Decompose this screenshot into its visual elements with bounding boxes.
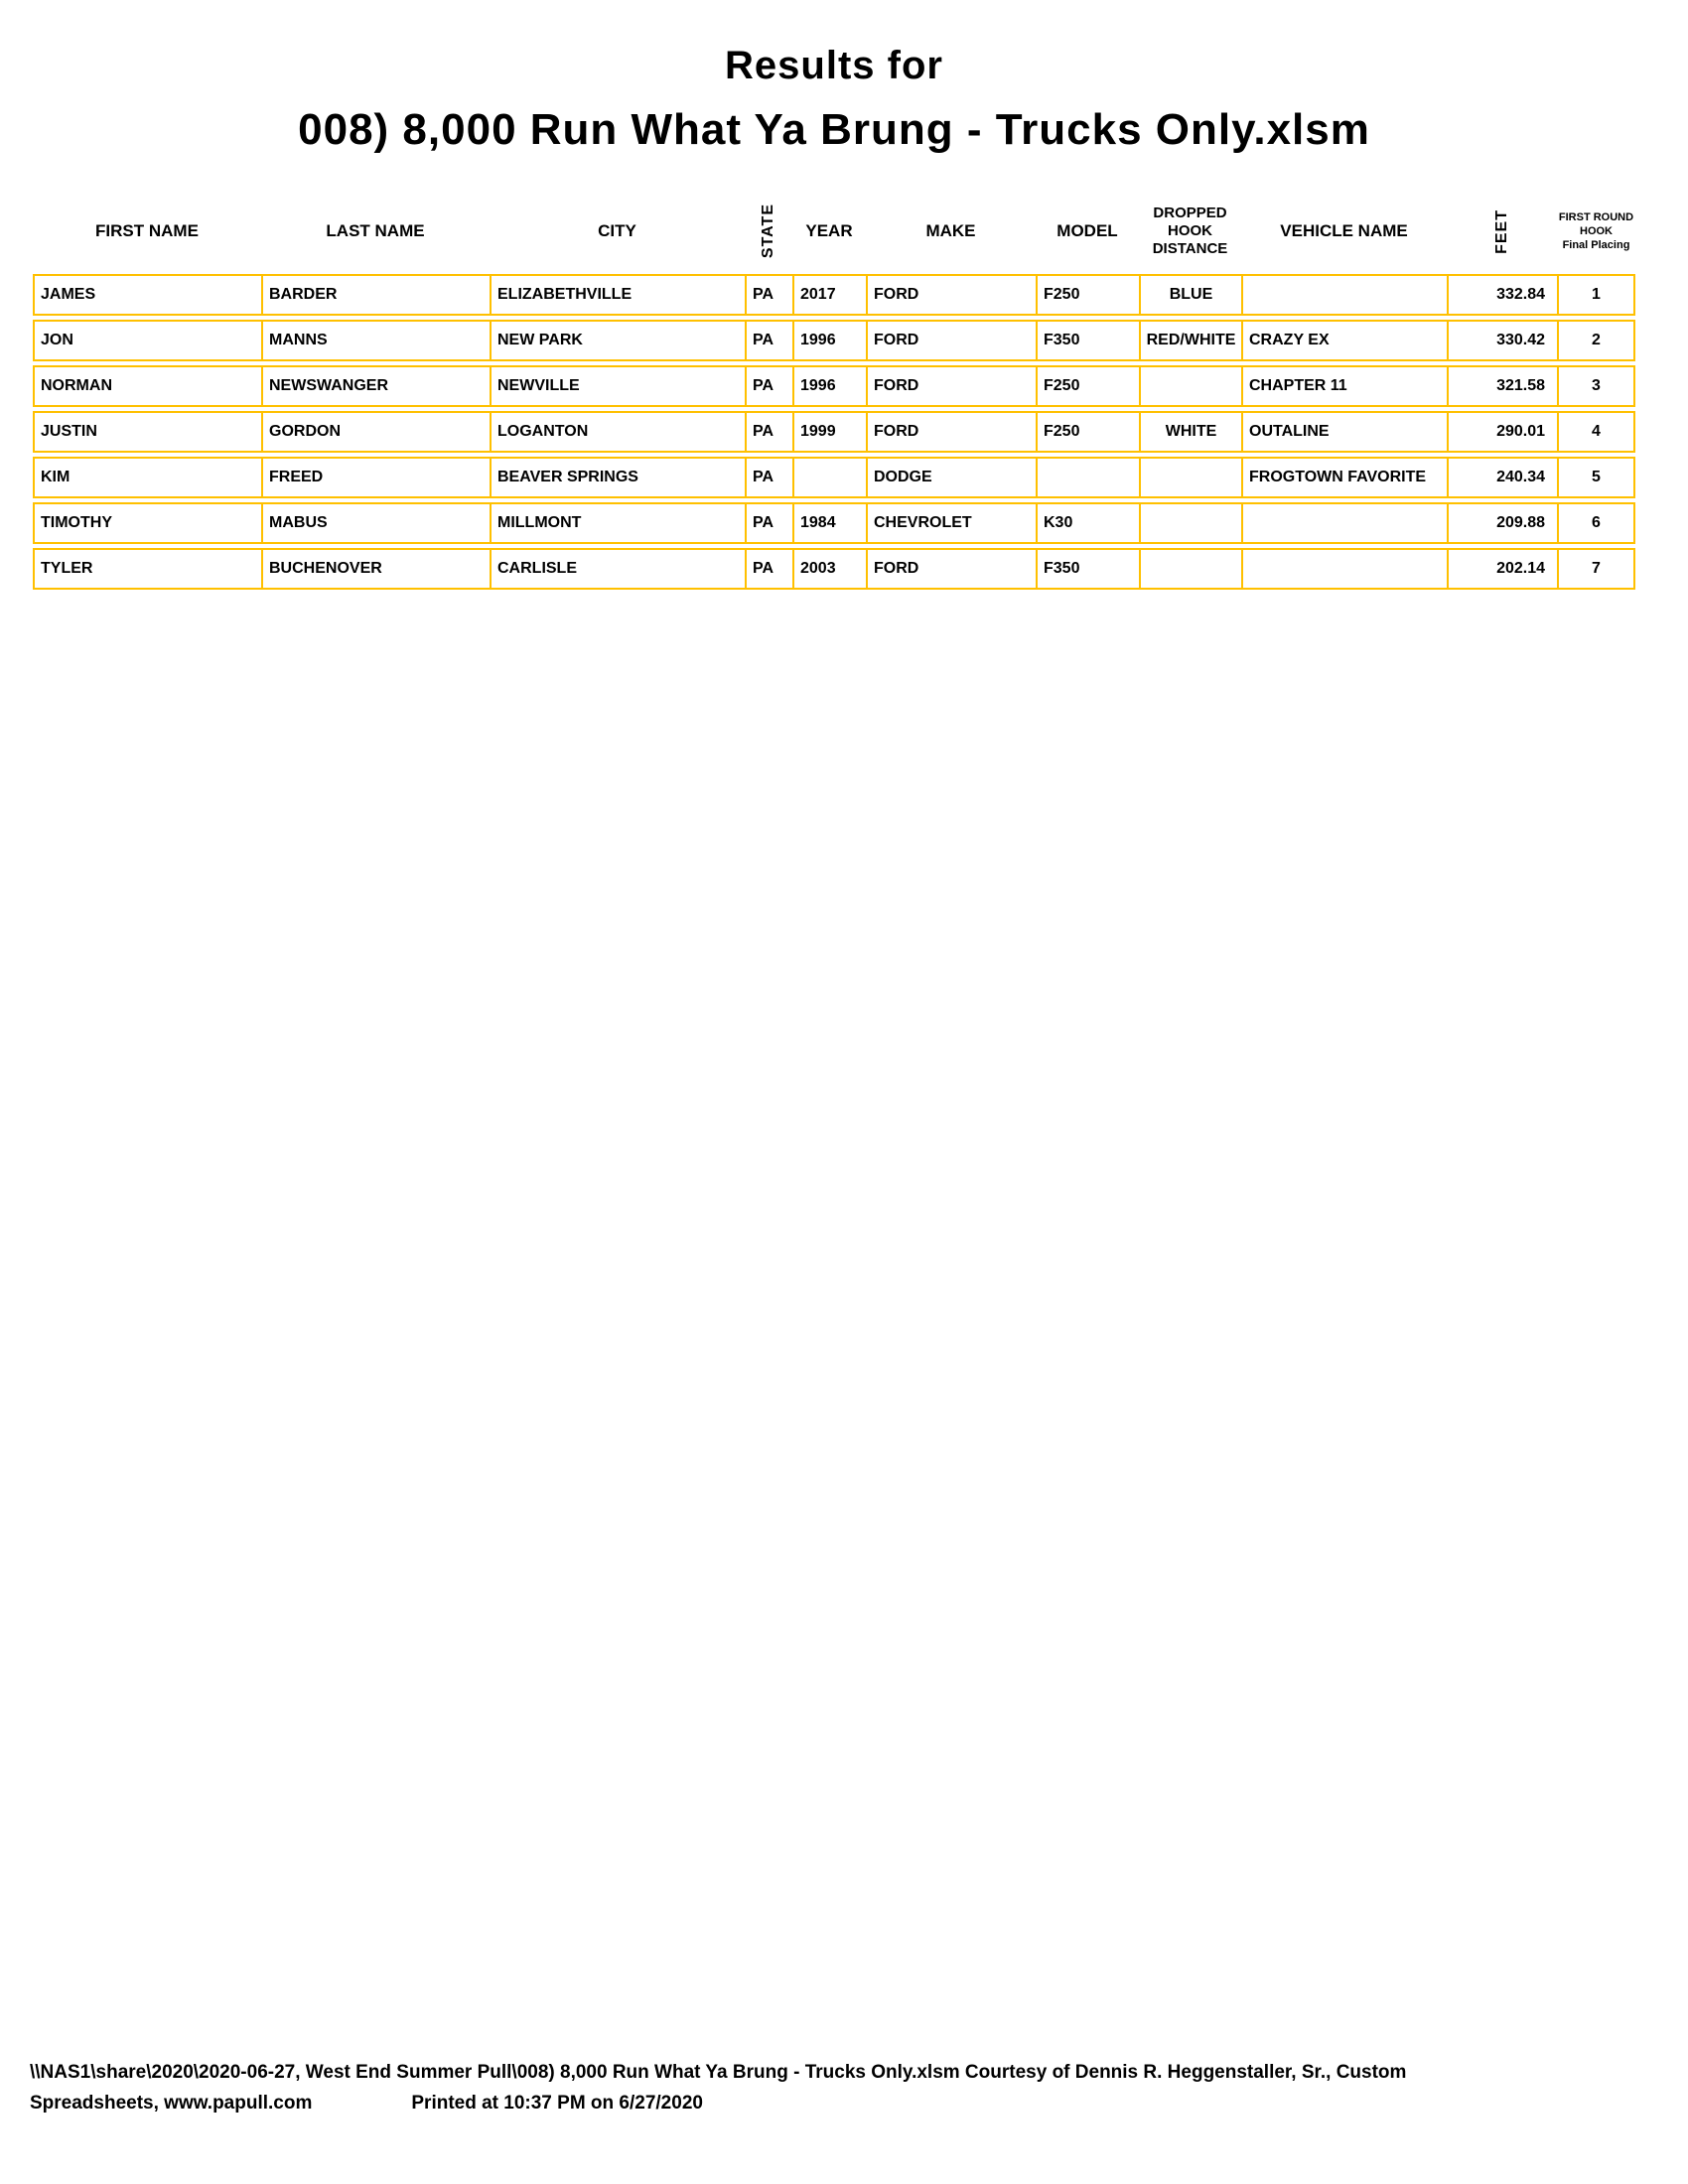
cell-year: 1984 [792, 504, 866, 542]
cell-feet: 321.58 [1447, 367, 1557, 405]
cell-state: PA [745, 550, 792, 588]
cell-model: K30 [1036, 504, 1139, 542]
cell-vehicle-name: FROGTOWN FAVORITE [1241, 459, 1447, 496]
cell-year: 1999 [792, 413, 866, 451]
cell-state: PA [745, 276, 792, 314]
cell-city: NEWVILLE [490, 367, 745, 405]
header-dropped-hook-distance: DROPPED HOOK DISTANCE [1152, 205, 1228, 257]
cell-vehicle-name: OUTALINE [1241, 413, 1447, 451]
header-make: MAKE [925, 221, 976, 240]
cell-first-name: KIM [41, 469, 70, 485]
cell-final-placing: 1 [1557, 276, 1633, 314]
cell-state: PA [745, 322, 792, 359]
cell-vehicle-name [1241, 504, 1447, 542]
cell-vehicle-name [1241, 276, 1447, 314]
cell-year: 1996 [792, 322, 866, 359]
footer-printed-timestamp: Printed at 10:37 PM on 6/27/2020 [411, 2093, 703, 2114]
cell-state: PA [745, 367, 792, 405]
cell-make: FORD [866, 367, 1036, 405]
cell-dropped-hook-distance [1139, 459, 1241, 496]
cell-final-placing: 6 [1557, 504, 1633, 542]
header-city: CITY [598, 221, 636, 240]
header-first-round-hook-final-placing: FIRST ROUND HOOK Final Placing [1558, 211, 1634, 251]
cell-model: F250 [1036, 367, 1139, 405]
cell-last-name: BUCHENOVER [261, 550, 490, 588]
cell-city: BEAVER SPRINGS [490, 459, 745, 496]
header-state: STATE [760, 204, 776, 259]
cell-model: F350 [1036, 322, 1139, 359]
results-table [33, 189, 1635, 594]
cell-dropped-hook-distance: WHITE [1139, 413, 1241, 451]
table-row [33, 457, 1635, 498]
header-year: YEAR [805, 221, 853, 240]
header-last-name: LAST NAME [326, 221, 425, 240]
cell-first-name: NORMAN [41, 377, 112, 394]
cell-last-name: MABUS [261, 504, 490, 542]
cell-year: 2017 [792, 276, 866, 314]
table-row [33, 548, 1635, 590]
table-row [33, 365, 1635, 407]
cell-dropped-hook-distance [1139, 550, 1241, 588]
cell-make: CHEVROLET [866, 504, 1036, 542]
cell-state: PA [745, 504, 792, 542]
cell-final-placing: 5 [1557, 459, 1633, 496]
cell-first-name: TIMOTHY [41, 514, 112, 531]
cell-first-name: JUSTIN [41, 423, 97, 440]
table-row [33, 411, 1635, 453]
cell-feet: 290.01 [1447, 413, 1557, 451]
cell-year: 1996 [792, 367, 866, 405]
cell-dropped-hook-distance [1139, 504, 1241, 542]
cell-feet: 332.84 [1447, 276, 1557, 314]
cell-city: LOGANTON [490, 413, 745, 451]
cell-final-placing: 2 [1557, 322, 1633, 359]
cell-feet: 202.14 [1447, 550, 1557, 588]
cell-final-placing: 3 [1557, 367, 1633, 405]
cell-feet: 240.34 [1447, 459, 1557, 496]
report-title: Results for [725, 44, 943, 87]
cell-city: NEW PARK [490, 322, 745, 359]
cell-first-name: JON [41, 332, 73, 348]
cell-make: FORD [866, 276, 1036, 314]
cell-vehicle-name: CHAPTER 11 [1241, 367, 1447, 405]
cell-dropped-hook-distance: BLUE [1139, 276, 1241, 314]
cell-last-name: GORDON [261, 413, 490, 451]
cell-feet: 209.88 [1447, 504, 1557, 542]
cell-state: PA [745, 459, 792, 496]
cell-last-name: FREED [261, 459, 490, 496]
header-feet: FEET [1492, 208, 1510, 254]
cell-state: PA [745, 413, 792, 451]
footer-printed-line [30, 2088, 1658, 2118]
cell-make: FORD [866, 550, 1036, 588]
cell-model: F250 [1036, 276, 1139, 314]
report-subtitle-filename: 008) 8,000 Run What Ya Brung - Trucks Only.xlsm [298, 105, 1370, 154]
cell-dropped-hook-distance [1139, 367, 1241, 405]
cell-last-name: MANNS [261, 322, 490, 359]
table-row [33, 320, 1635, 361]
cell-city: CARLISLE [490, 550, 745, 588]
cell-make: FORD [866, 413, 1036, 451]
cell-model: F250 [1036, 413, 1139, 451]
footer-website-text: Spreadsheets, www.papull.com [30, 2093, 313, 2114]
cell-year [792, 459, 866, 496]
header-model: MODEL [1056, 221, 1118, 240]
cell-vehicle-name [1241, 550, 1447, 588]
cell-feet: 330.42 [1447, 322, 1557, 359]
header-vehicle-name: VEHICLE NAME [1280, 221, 1408, 240]
cell-make: DODGE [866, 459, 1036, 496]
cell-model: F350 [1036, 550, 1139, 588]
table-row [33, 502, 1635, 544]
footer-filepath-line: \\NAS1\share\2020\2020-06-27, West End Summer Pull\008) 8,000 Run What Ya Brung - Trucks Only.xlsm Courtesy of Dennis R. Heggenstaller, Sr., Custom [30, 2062, 1407, 2083]
cell-first-name: TYLER [41, 560, 93, 577]
table-header-row [33, 189, 1635, 274]
cell-year: 2003 [792, 550, 866, 588]
cell-model [1036, 459, 1139, 496]
cell-final-placing: 7 [1557, 550, 1633, 588]
cell-last-name: BARDER [261, 276, 490, 314]
page-footer [30, 2057, 1658, 2118]
cell-make: FORD [866, 322, 1036, 359]
cell-city: ELIZABETHVILLE [490, 276, 745, 314]
cell-vehicle-name: CRAZY EX [1241, 322, 1447, 359]
header-first-name: FIRST NAME [95, 221, 199, 240]
cell-first-name: JAMES [41, 286, 96, 303]
cell-last-name: NEWSWANGER [261, 367, 490, 405]
cell-final-placing: 4 [1557, 413, 1633, 451]
cell-dropped-hook-distance: RED/WHITE [1139, 322, 1241, 359]
cell-city: MILLMONT [490, 504, 745, 542]
table-row [33, 274, 1635, 316]
